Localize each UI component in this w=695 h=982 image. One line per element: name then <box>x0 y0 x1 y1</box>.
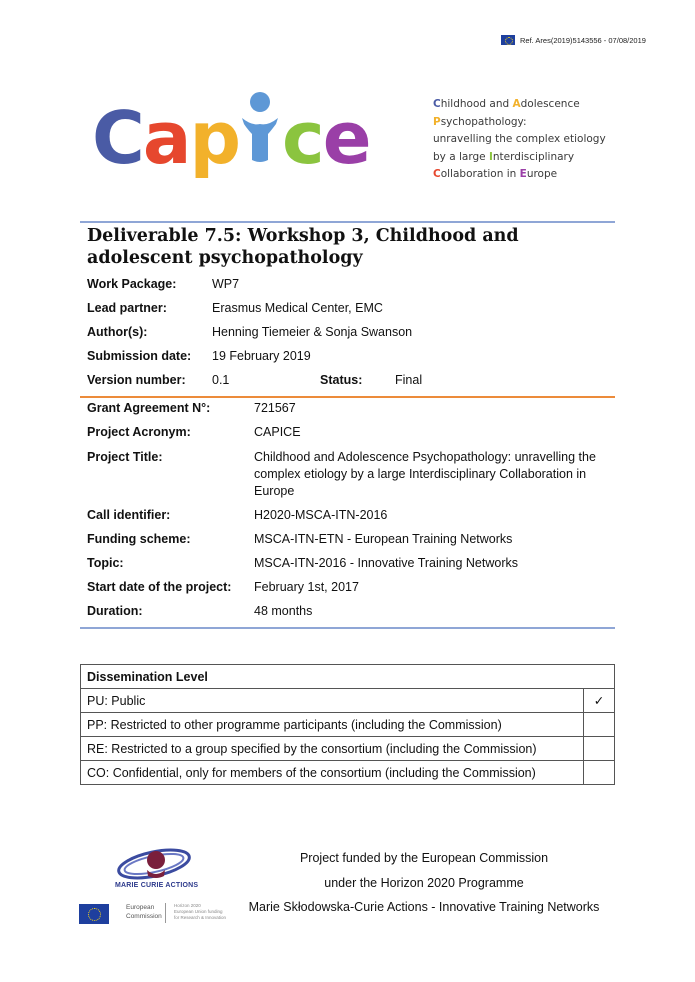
tagline-text: hildhood and <box>440 98 513 110</box>
dissemination-table <box>80 664 615 785</box>
funding-statement <box>240 846 608 920</box>
tagline-text: by a large <box>433 150 489 163</box>
dissemination-header: Dissemination Level <box>81 665 615 689</box>
meta-label: Work Package: <box>87 277 177 291</box>
project-value: February 1st, 2017 <box>254 580 359 594</box>
logo-tagline <box>433 96 606 184</box>
deliverable-title: Deliverable 7.5: Workshop 3, Childhood and adolescent psychopathology <box>87 226 519 268</box>
project-value: 721567 <box>254 401 296 415</box>
logo-letter-e: e <box>322 96 372 180</box>
logo-letter-a: a <box>142 96 192 180</box>
table-row <box>81 761 615 785</box>
table-row <box>81 713 615 737</box>
check-cell <box>584 761 615 785</box>
checkmark-icon: ✓ <box>584 689 615 713</box>
tagline-initial: I <box>488 150 493 163</box>
status-value: Final <box>395 373 423 387</box>
dissemination-level: PP: Restricted to other programme participants (including the Commission) <box>81 713 584 737</box>
project-label: Topic: <box>87 556 124 570</box>
project-label: Project Acronym: <box>87 425 191 439</box>
tagline-text: nterdisciplinary <box>492 150 575 163</box>
tagline-initial: C <box>433 98 441 110</box>
project-value: H2020-MSCA-ITN-2016 <box>254 508 388 522</box>
meta-label: Submission date: <box>87 349 192 363</box>
h2020-line: Horizon 2020 <box>174 903 201 908</box>
h2020-line: European Union funding <box>174 909 223 914</box>
meta-label: Author(s): <box>87 325 148 339</box>
funding-line: under the Horizon 2020 Programme <box>324 875 524 890</box>
table-row <box>81 737 615 761</box>
svg-text:ce <box>282 96 372 180</box>
marie-curie-label: MARIE CURIE ACTIONS <box>115 882 199 889</box>
project-title-line: Childhood and Adolescence Psychopathology: unravelling the <box>254 450 596 464</box>
logo-divider <box>165 903 166 923</box>
ec-line: European <box>126 904 155 911</box>
check-cell <box>584 737 615 761</box>
project-value: MSCA-ITN-ETN - European Training Networks <box>254 532 513 546</box>
ec-line: Commission <box>126 913 162 920</box>
funding-line: Marie Skłodowska-Curie Actions - Innovative Training Networks <box>248 900 600 914</box>
dissemination-level: RE: Restricted to a group specified by the consortium (including the Commission) <box>81 737 584 761</box>
horizon-2020-text <box>174 903 226 921</box>
tagline-text: dolescence <box>520 98 580 110</box>
tagline-text: unravelling the complex etiology <box>433 133 606 145</box>
meta-label: Version number: <box>87 373 186 387</box>
meta-value: WP7 <box>212 277 240 291</box>
child-figure-icon <box>242 92 278 162</box>
meta-value: Erasmus Medical Center, EMC <box>212 301 383 315</box>
dissemination-level: PU: Public <box>81 689 584 713</box>
table-row <box>81 689 615 713</box>
meta-value: Henning Tiemeier & Sonja Swanson <box>212 325 413 339</box>
logo-letter-c1: C <box>92 96 145 180</box>
project-label: Grant Agreement N°: <box>87 401 211 415</box>
project-label: Start date of the project: <box>87 580 232 594</box>
ref-stamp <box>501 35 646 45</box>
project-label: Duration: <box>87 604 143 618</box>
tagline-text: ollaboration in <box>440 168 520 180</box>
tagline-text: urope <box>526 168 558 180</box>
eu-flag-icon <box>501 35 515 45</box>
title-rule-top <box>80 221 615 223</box>
meta-value: 0.1 <box>212 373 230 387</box>
svg-text:Cap <box>92 96 241 180</box>
capice-logo <box>92 88 372 188</box>
meta-label: Lead partner: <box>87 301 167 315</box>
logo-letter-c2: c <box>282 96 325 180</box>
european-commission-text <box>126 903 162 921</box>
meta-value: 19 February 2019 <box>212 349 311 363</box>
project-value: MSCA-ITN-2016 - Innovative Training Networks <box>254 556 518 570</box>
project-label: Call identifier: <box>87 508 171 522</box>
tagline-initial: E <box>519 168 527 180</box>
table-header-row <box>81 665 615 689</box>
project-value: CAPICE <box>254 425 301 439</box>
tagline-initial: P <box>433 115 441 128</box>
dissemination-level: CO: Confidential, only for members of the consortium (including the Commission) <box>81 761 584 785</box>
project-label: Project Title: <box>87 450 163 464</box>
ref-stamp-text: Ref. Ares(2019)5143556 - 07/08/2019 <box>520 35 646 45</box>
status-label: Status: <box>320 373 363 387</box>
tagline-initial: A <box>512 98 521 110</box>
check-cell <box>584 713 615 737</box>
meta-rule <box>80 396 615 398</box>
tagline-text: sychopathology: <box>440 115 527 128</box>
european-commission-flag-icon <box>79 904 109 924</box>
tagline-initial: C <box>433 168 441 180</box>
logo-letter-p: p <box>189 96 241 180</box>
project-value: 48 months <box>254 604 313 618</box>
project-label: Funding scheme: <box>87 532 191 546</box>
funding-line: Project funded by the European Commission <box>299 851 549 865</box>
project-rule <box>80 627 615 629</box>
project-title-line: Europe <box>254 484 295 498</box>
h2020-line: for Research & Innovation <box>174 915 227 920</box>
project-title-line: complex etiology by a large Interdisciplinary Collaboration in <box>254 467 587 481</box>
